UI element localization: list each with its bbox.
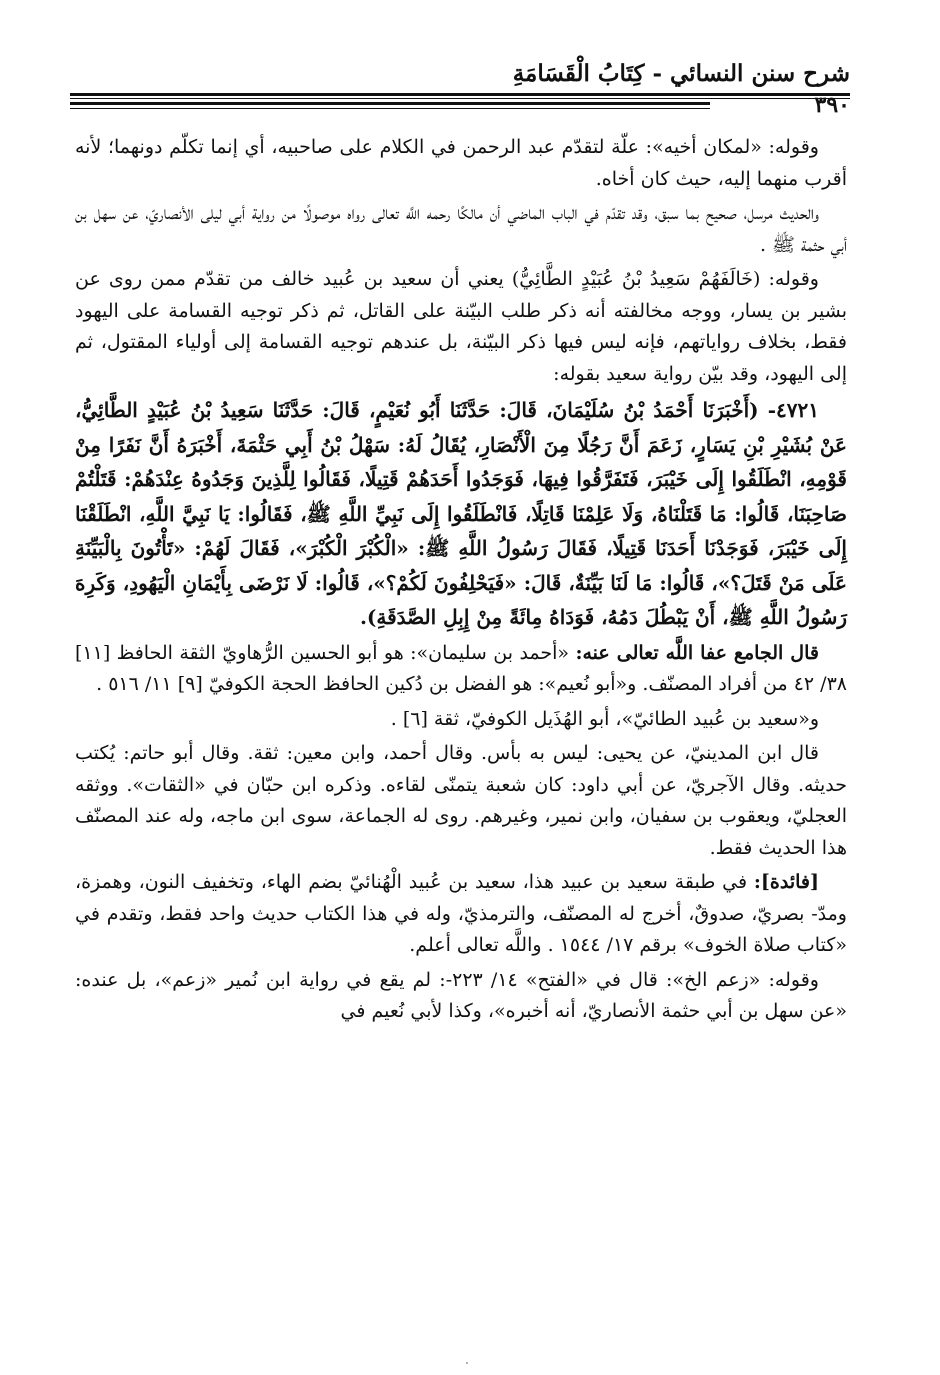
scan-speck [466,1362,468,1364]
note-paragraph [75,867,847,962]
note-lead: [فائدة]: [753,871,819,893]
paragraph: وقوله: «لمكان أخيه»: علّة لتقدّم عبد الرحمن في الكلام على صاحبيه، أي إنما تكلّم دونهما؛ لأنه أقرب منهما إليه، حيث كان أخاه. [75,136,847,190]
commentary-paragraph [75,738,847,864]
commentary-paragraph [75,965,847,1028]
commentary-text: «أحمد بن سليمان»: هو أبو الحسين الرُّهاويّ الثقة الحافظ [١١] ٣٨/ ٤٢ من أفراد المصنّف. و«أبو نُعيم»: هو الفضل بن دُكين الحافظ الحجة الكوفيّ [٩] ١١/ ٥١٦ . [75,641,847,695]
page-number-row [70,92,850,118]
body-text [75,132,847,1031]
commentary-text: قال ابن المدينيّ، عن يحيى: ليس به بأس. وقال أحمد، وابن معين: ثقة. وقال أبو حاتم: يُكتب حديثه. وقال الآجريّ، عن أبي داود: كان شعبة يتمنّى لقاءه. وذكره ابن حبّان في «الثقات». ووثقه العجليّ، ويعقوب بن سفيان، وابن نمير، وغيرهم. روى له الجماعة، سوى ابن ماجه، وله عند المصنّف هذا الحديث فقط. [75,742,847,859]
commentary-paragraph [75,638,847,701]
paragraph: والحديث مرسل، صحيح بما سبق، وقد تقدّم في الباب الماضي أن مالكًا رحمه اللَّه تعالى رواه موصولًا من رواية أبي ليلى الأنصاريّ، عن سهل بن أبي حثمة ﷺ . [75,202,847,256]
commentary-text: و«سعيد بن عُبيد الطائيّ»، أبو الهُذَيل الكوفيّ، ثقة [٦] . [390,707,819,730]
running-header [70,60,850,90]
paragraph: وقوله: (خَالَفَهُمْ سَعِيدُ بْنُ عُبَيْدٍ الطَّائِيُّ) يعني أن سعيد بن عُبيد خالف من تقدّم ممن روى عن بشير بن يسار، ووجه مخالفته أنه ذكر طلب البيّنة على القاتل، ثم ذكر توجيه القسامة على اليهود فقط، بخلاف رواياتهم، فإنه ليس فيها ذكر البيّنة، بل عندهم توجيه القسامة إلى أولياء المقتول، ثم إلى اليهود، وقد بيّن رواية سعيد بقوله: [75,268,847,385]
commentary-lead: قال الجامع عفا اللَّه تعالى عنه: [575,641,819,664]
commentary-paragraph [75,704,847,736]
page-number: ٣٩٠ [814,92,850,118]
running-header-title: شرح سنن النسائي - كِتَابُ الْقَسَامَةِ [512,60,850,87]
note-text: في طبقة سعيد بن عبيد هذا، سعيد بن عُبيد الْهُنائيّ بضم الهاء، وتخفيف النون، وهمزة، ومدّ- بصريّ، صدوقٌ، أخرج له المصنّف، والترمذيّ، وله في هذا الكتاب حديث واحد فقط، وتقدم في «كتاب صلاة الخوف» برقم ١٧/ ١٥٤٤ . واللَّه تعالى أعلم. [75,871,847,956]
hadith-text: ٤٧٢١- (أَخْبَرَنَا أَحْمَدُ بْنُ سُلَيْمَانَ، قَالَ: حَدَّثَنَا أَبُو نُعَيْمٍ، قَالَ: حَدَّثَنَا سَعِيدُ بْنُ عُبَيْدٍ الطَّائِيُّ، عَنْ بُشَيْرِ بْنِ يَسَارٍ، زَعَمَ أَنَّ رَجُلًا مِنَ الْأَنْصَارِ، يُقَالُ لَهُ: سَهْلُ بْنُ أَبِي حَثْمَةَ، أَخْبَرَهُ أَنَّ نَفَرًا مِنْ قَوْمِهِ، انْطَلَقُوا إِلَى خَيْبَرَ، فَتَفَرَّقُوا فِيهَا، فَوَجَدُوا أَحَدَهُمْ قَتِيلًا، فَقَالُوا لِلَّذِينَ وَجَدُوهُ عِنْدَهُمْ: قَتَلْتُمْ صَاحِبَنَا، قَالُوا: مَا قَتَلْنَاهُ، وَلَا عَلِمْنَا قَاتِلًا، فَانْطَلَقُوا إِلَى نَبِيِّ اللَّهِ ﷺ، فَقَالُوا: يَا نَبِيَّ اللَّهِ، انْطَلَقْنَا إِلَى خَيْبَرَ، فَوَجَدْنَا أَحَدَنَا قَتِيلًا، فَقَالَ رَسُولُ اللَّهِ ﷺ: «الْكُبْرَ الْكُبْرَ»، فَقَالَ لَهُمْ: «تَأْتُونَ بِالْبَيِّنَةِ عَلَى مَنْ قَتَلَ؟»، قَالُوا: مَا لَنَا بَيِّنَةٌ، قَالَ: «فَيَحْلِفُونَ لَكُمْ؟»، قَالُوا: لَا نَرْضَى بِأَيْمَانِ الْيَهُودِ، وَكَرِهَ رَسُولُ اللَّهِ ﷺ، أَنْ يَبْطُلَ دَمُهُ، فَوَدَاهُ مِائَةً مِنْ إِبِلِ الصَّدَقَةِ). [75,398,847,629]
commentary-text: وقوله: «زعم الخ»: قال في «الفتح» ١٤/ ٢٢٣-: لم يقع في رواية ابن نُمير «زعم»، بل عنده: «عن سهل بن أبي حثمة الأنصاريّ، أنه أخبره»، وكذا لأبي نُعيم في [75,968,847,1022]
page-number-rule [70,102,710,109]
